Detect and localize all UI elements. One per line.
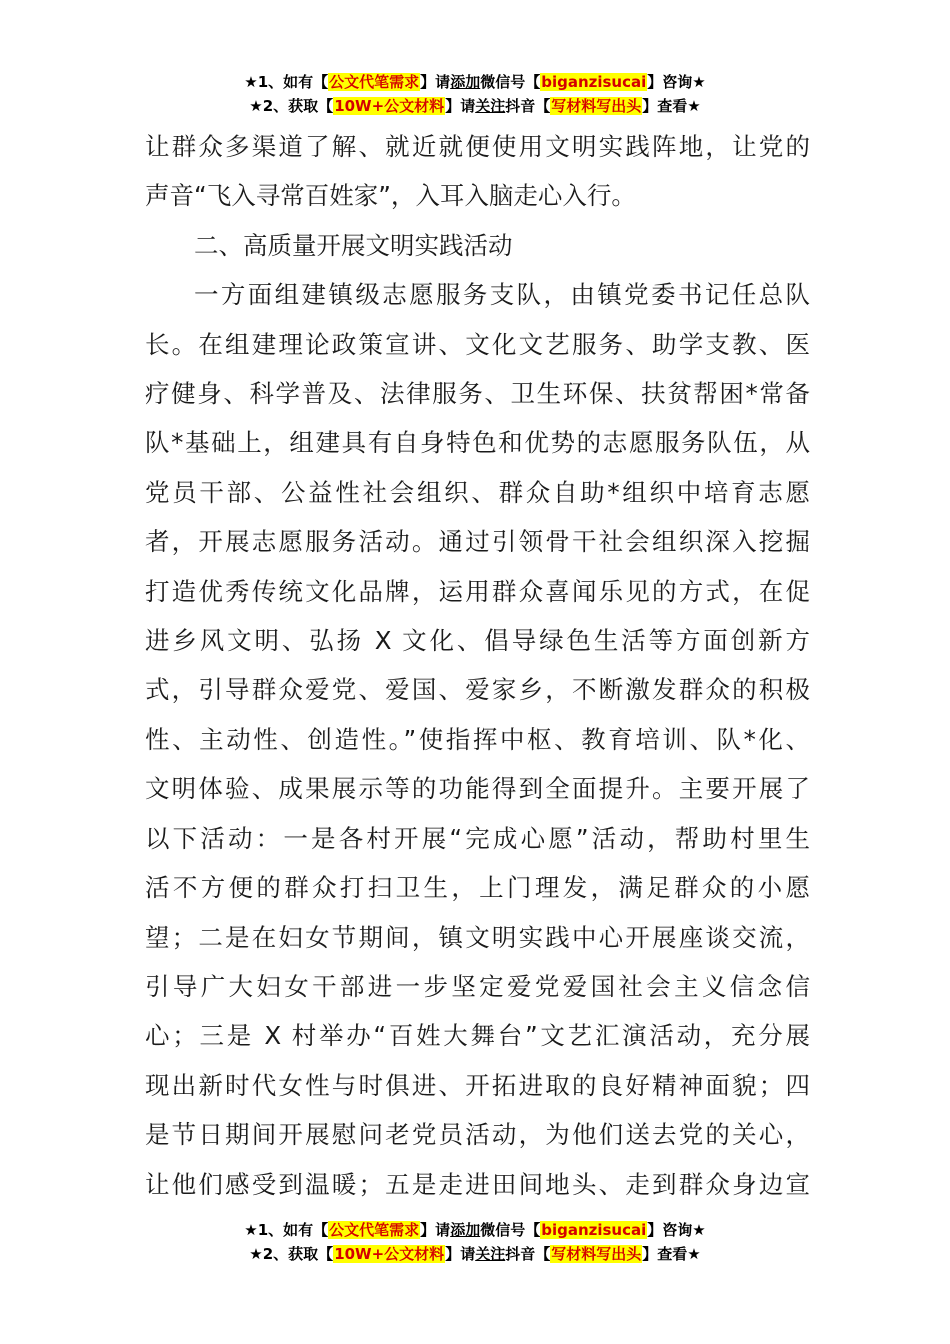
text-line: 一方面组建镇级志愿服务支队，由镇党委书记任总队 [194, 280, 810, 310]
text-line: 心；三是 X 村举办“百姓大舞台”文艺汇演活动，充分展 [145, 1021, 810, 1051]
highlight-service: 公文代笔需求 [329, 73, 420, 91]
highlight-materials: 10W+公文材料 [334, 1245, 445, 1263]
text-line: 活不方便的群众打扫卫生，上门理发，满足群众的小愿 [145, 873, 810, 903]
text-line: 式，引导群众爱党、爱国、爱家乡，不断激发群众的积极 [145, 675, 810, 705]
text-line: 者，开展志愿服务活动。通过引领骨干社会组织深入挖掘 [145, 527, 810, 557]
text-line: 进乡风文明、弘扬 X 文化、倡导绿色生活等方面创新方 [145, 626, 810, 656]
text-line: 以下活动：一是各村开展“完成心愿”活动，帮助村里生 [145, 823, 810, 853]
text-line: 疗健身、科学普及、法律服务、卫生环保、扶贫帮困*常备 [145, 379, 810, 409]
section-heading: 二、高质量开展文明实践活动 [194, 230, 513, 260]
text-line: 让群众多渠道了解、就近就便使用文明实践阵地，让党的 [145, 132, 810, 161]
text-line: 是节日期间开展慰问老党员活动，为他们送去党的关心， [145, 1120, 810, 1150]
text-line: 性、主动性、创造性。”使指挥中枢、教育培训、队*化、 [145, 724, 810, 754]
text-line: 声音“飞入寻常百姓家”，入耳入脑走心入行。 [145, 181, 636, 211]
text-line: 长。在组建理论政策宣讲、文化文艺服务、助学支教、医 [145, 329, 810, 359]
text-line: 文明体验、成果展示等的功能得到全面提升。主要开展了 [145, 774, 810, 804]
header-promo-banner [0, 70, 950, 118]
text-line: 现出新时代女性与时俱进、开拓进取的良好精神面貌；四 [145, 1070, 810, 1100]
text-line: 引导广大妇女干部进一步坚定爱党爱国社会主义信念信 [145, 971, 810, 1001]
highlight-materials: 10W+公文材料 [334, 97, 445, 115]
promo-line-2: ★2、获取【10W+公文材料】请关注抖音【写材料写出头】查看★ [249, 1245, 701, 1263]
highlight-wechat-id: biganzisucai [541, 1221, 647, 1239]
text-line: 望；二是在妇女节期间，镇文明实践中心开展座谈交流， [145, 922, 810, 952]
promo-line-1: ★1、如有【公文代笔需求】请添加微信号【biganzisucai】咨询★ [244, 73, 706, 91]
highlight-service: 公文代笔需求 [329, 1221, 420, 1239]
text-line: 队*基础上，组建具有自身特色和优势的志愿服务队伍，从 [145, 428, 810, 458]
promo-line-2: ★2、获取【10W+公文材料】请关注抖音【写材料写出头】查看★ [249, 97, 701, 115]
highlight-douyin-account: 写材料写出头 [551, 97, 642, 115]
promo-line-1: ★1、如有【公文代笔需求】请添加微信号【biganzisucai】咨询★ [244, 1221, 706, 1239]
text-line: 党员干部、公益性社会组织、群众自助*组织中培育志愿 [145, 477, 810, 507]
body-text [145, 122, 810, 1209]
highlight-wechat-id: biganzisucai [541, 73, 647, 91]
text-line: 让他们感受到温暖；五是走进田间地头、走到群众身边宣 [145, 1169, 810, 1199]
footer-promo-banner [0, 1218, 950, 1266]
text-line: 打造优秀传统文化品牌，运用群众喜闻乐见的方式，在促 [145, 576, 810, 606]
highlight-douyin-account: 写材料写出头 [551, 1245, 642, 1263]
